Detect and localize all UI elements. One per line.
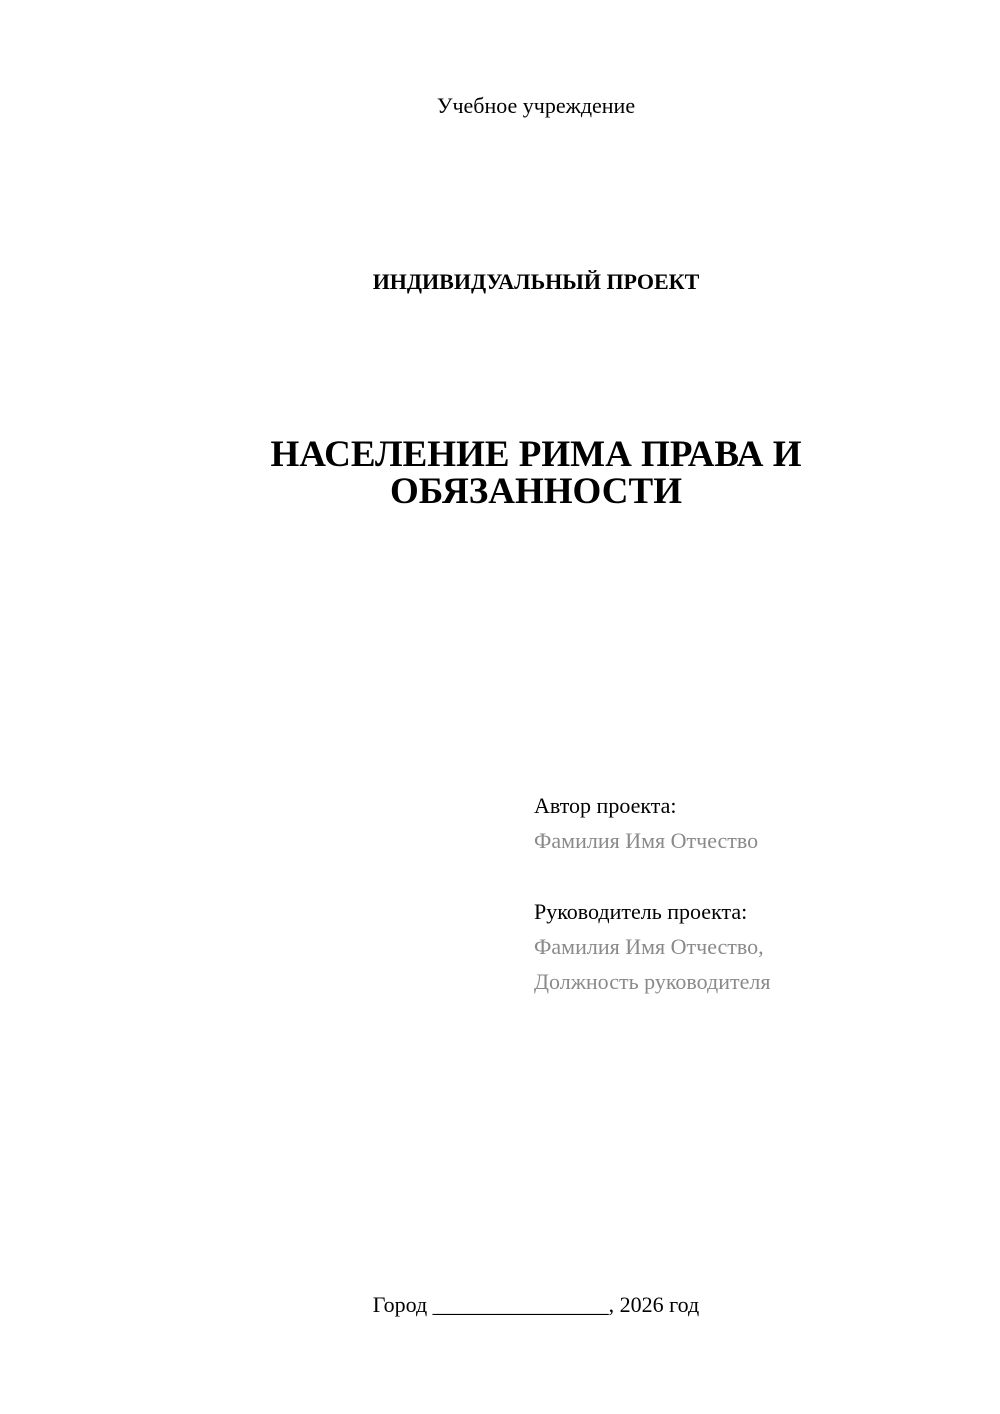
project-title-line-1: НАСЕЛЕНИЕ РИМА ПРАВА И [270, 434, 802, 475]
supervisor-label: Руководитель проекта: [534, 899, 748, 924]
project-type-heading: ИНДИВИДУАЛЬНЫЙ ПРОЕКТ [372, 269, 700, 294]
city-year-footer: Город ________________, 2026 год [372, 1292, 700, 1317]
institution-name: Учебное учреждение [436, 93, 636, 118]
author-name-placeholder: Фамилия Имя Отчество [534, 828, 759, 853]
authors-spacer [534, 858, 974, 894]
supervisor-name-placeholder: Фамилия Имя Отчество, [534, 934, 764, 959]
project-title [0, 436, 1000, 510]
supervisor-position-placeholder: Должность руководителя [534, 969, 771, 994]
project-title-line-2: ОБЯЗАННОСТИ [390, 471, 682, 512]
author-label: Автор проекта: [534, 793, 677, 818]
authors-block [534, 788, 974, 999]
